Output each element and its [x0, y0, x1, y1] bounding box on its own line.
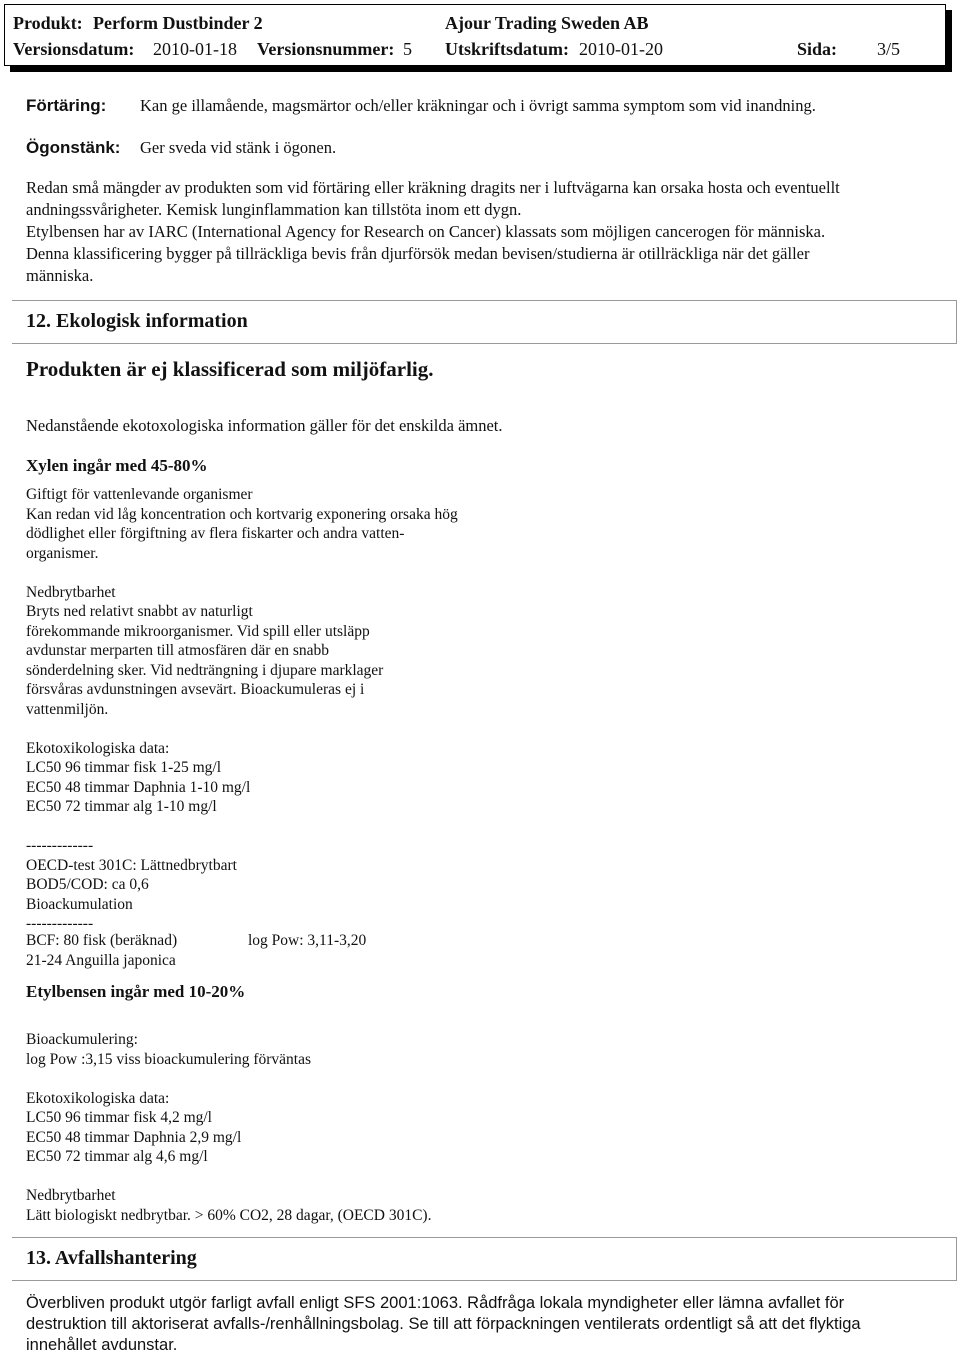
section-12-title: 12. Ekologisk information	[26, 310, 248, 332]
text-line: BOD5/COD: ca 0,6	[26, 876, 149, 893]
text-line: förekommande mikroorganismer. Vid spill eller utsläpp	[26, 622, 370, 640]
company-name: Ajour Trading Sweden AB	[445, 13, 649, 33]
text-line: innehållet avdunstar.	[26, 1336, 178, 1354]
xylen-heading: Xylen ingår med 45-80%	[26, 456, 208, 475]
bcf-value: BCF: 80 fisk (beräknad)	[26, 932, 178, 949]
text-line: Denna klassificering bygger på tillräckliga bevis från djurförsök medan bevisen/studierna är otillräckliga när det gäller	[26, 244, 810, 263]
version-number-label: Versionsnummer:	[257, 39, 395, 59]
text-line: Kan redan vid låg koncentration och kortvarig exponering orsaka hög	[26, 505, 458, 523]
text-line: Etylbensen har av IARC (International Agency for Research on Cancer) klassats som möjligen cancerogen för människa.	[26, 222, 826, 241]
ingestion-text: Kan ge illamående, magsmärtor och/eller kräkningar och i övrigt samma symptom som vid inandning.	[140, 96, 816, 115]
text-line: försvåras avdunstningen avsevärt. Bioackumuleras ej i	[26, 681, 365, 698]
text-line: människa.	[26, 266, 94, 285]
text-line: -------------	[26, 837, 94, 854]
print-date-label: Utskriftsdatum:	[445, 39, 569, 59]
text-line: EC50 72 timmar alg 1-10 mg/l	[26, 798, 217, 815]
eye-contact-text: Ger sveda vid stänk i ögonen.	[140, 138, 337, 157]
product-label: Produkt:	[13, 13, 83, 33]
text-line: dödlighet eller förgiftning av flera fiskarter och andra vatten-	[26, 525, 405, 542]
text-line: andningssvårigheter. Kemisk lunginflammation kan tillstöta inom ett dygn.	[26, 200, 522, 219]
text-line: Bioackumulering:	[26, 1031, 138, 1048]
text-line: EC50 72 timmar alg 4,6 mg/l	[26, 1148, 208, 1165]
text-line: LC50 96 timmar fisk 1-25 mg/l	[26, 759, 222, 776]
text-line: Bioackumulation	[26, 895, 133, 913]
version-number-value: 5	[403, 39, 412, 59]
text-line: OECD-test 301C: Lättnedbrytbart	[26, 856, 237, 874]
log-pow-value: log Pow: 3,11-3,20	[248, 932, 367, 949]
text-line: Lätt biologiskt nedbrytbar. > 60% CO2, 28 dagar, (OECD 301C).	[26, 1206, 432, 1224]
document-header	[4, 4, 946, 66]
text-line: Ekotoxikologiska data:	[26, 1089, 170, 1107]
text-line: Överbliven produkt utgör farligt avfall enligt SFS 2001:1063. Rådfråga lokala myndigheter eller lämna avfallet för	[26, 1294, 845, 1312]
text-line: Bryts ned relativt snabbt av naturligt	[26, 603, 253, 620]
text-line: vattenmiljön.	[26, 700, 109, 718]
text-line: organismer.	[26, 544, 99, 562]
text-line: -------------	[26, 915, 94, 932]
print-date-value: 2010-01-20	[579, 39, 663, 59]
section-13-header	[12, 1237, 957, 1281]
text-line: EC50 48 timmar Daphnia 1-10 mg/l	[26, 778, 251, 796]
ingestion-label: Förtäring:	[26, 96, 107, 115]
text-line: Nedbrytbarhet	[26, 583, 116, 601]
version-date-value: 2010-01-18	[153, 39, 237, 59]
text-line: LC50 96 timmar fisk 4,2 mg/l	[26, 1109, 212, 1126]
section-13-title: 13. Avfallshantering	[26, 1247, 197, 1269]
product-name: Perform Dustbinder 2	[93, 13, 263, 33]
page-label: Sida:	[797, 39, 838, 59]
text-line: sönderdelning sker. Vid nedträngning i djupare marklager	[26, 661, 384, 679]
text-line: Giftigt för vattenlevande organismer	[26, 486, 253, 503]
anguilla-reference: 21-24 Anguilla japonica	[26, 952, 176, 969]
version-date-label: Versionsdatum:	[13, 39, 135, 59]
text-line: Ekotoxikologiska data:	[26, 739, 170, 757]
page-number: 3/5	[877, 39, 901, 59]
section-12-header	[12, 300, 957, 344]
text-line: log Pow :3,15 viss bioackumulering förväntas	[26, 1050, 311, 1068]
ecotox-intro: Nedanstående ekotoxologiska information gäller för det enskilda ämnet.	[26, 416, 503, 435]
etylbensen-heading: Etylbensen ingår med 10-20%	[26, 982, 246, 1001]
environmental-classification: Produkten är ej klassificerad som miljöfarlig.	[26, 357, 434, 381]
eye-contact-label: Ögonstänk:	[26, 138, 121, 157]
text-line: Redan små mängder av produkten som vid förtäring eller kräkning dragits ner i luftvägarna kan orsaka hosta och eventuellt	[26, 178, 840, 197]
text-line: destruktion till aktoriserat avfalls-/renhållningsbolag. Se till att förpackningen ventilerats ordentligt så att det flyktiga	[26, 1315, 861, 1333]
text-line: Nedbrytbarhet	[26, 1187, 116, 1204]
text-line: EC50 48 timmar Daphnia 2,9 mg/l	[26, 1128, 242, 1146]
text-line: avdunstar merparten till atmosfären där en snabb	[26, 642, 329, 659]
